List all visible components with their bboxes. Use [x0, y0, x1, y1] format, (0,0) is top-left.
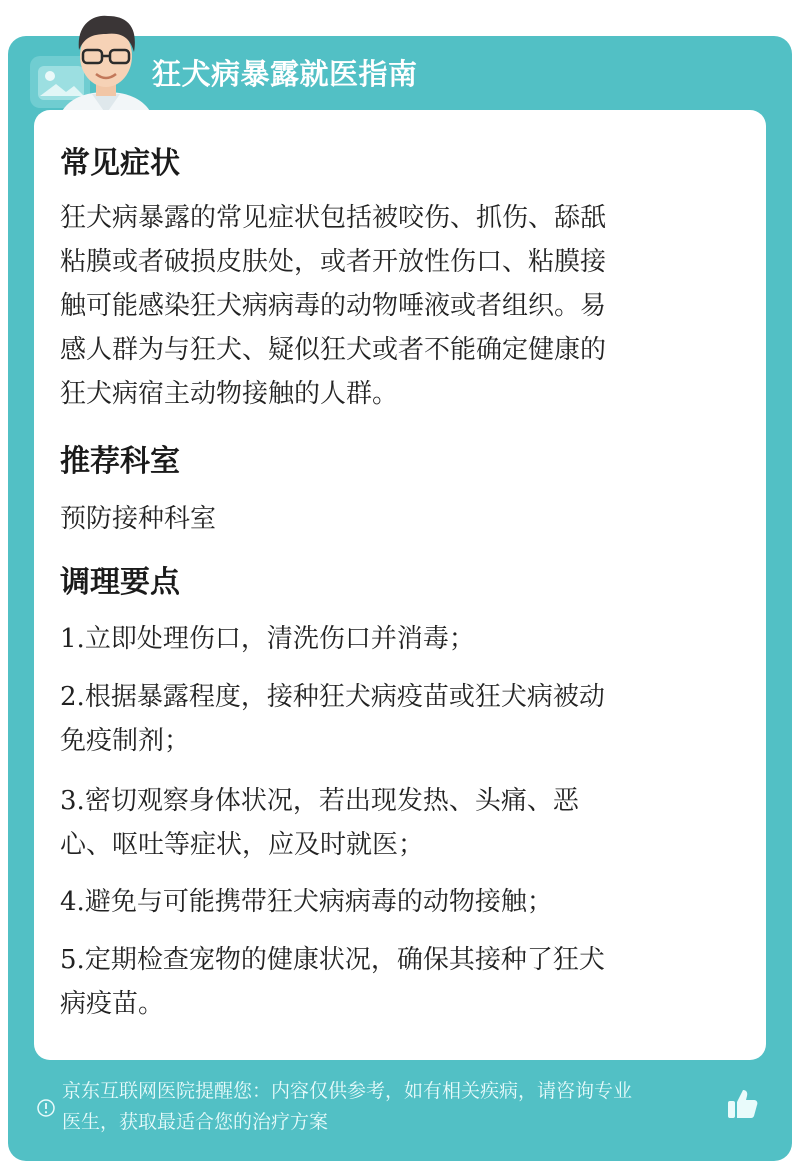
symptoms-line: 狂犬病暴露的常见症状包括被咬伤、抓伤、舔舐	[60, 203, 607, 233]
symptoms-line: 粘膜或者破损皮肤处，或者开放性伤口、粘膜接	[60, 247, 607, 277]
care-item: 1.立即处理伤口，清洗伤口并消毒；	[60, 624, 475, 654]
section-title-department: 推荐科室	[60, 444, 180, 479]
guide-card	[8, 36, 792, 1161]
section-title-symptoms: 常见症状	[60, 146, 180, 181]
care-item: 5.定期检查宠物的健康状况，确保其接种了狂犬 病疫苗。	[60, 945, 605, 1019]
care-item: 4.避免与可能携带狂犬病病毒的动物接触；	[60, 887, 553, 917]
care-item: 3.密切观察身体状况，若出现发热、头痛、恶 心、呕吐等症状，应及时就医；	[60, 786, 579, 860]
page-title: 狂犬病暴露就医指南	[152, 57, 418, 91]
disclaimer	[62, 1076, 732, 1138]
care-item: 2.根据暴露程度，接种狂犬病疫苗或狂犬病被动 免疫制剂；	[60, 682, 605, 756]
disclaimer-line: 京东互联网医院提醒您：内容仅供参考，如有相关疾病，请咨询专业	[62, 1080, 633, 1102]
symptoms-text	[60, 196, 725, 416]
disclaimer-line: 医生，获取最适合您的治疗方案	[62, 1111, 329, 1133]
symptoms-line: 触可能感染狂犬病病毒的动物唾液或者组织。易	[60, 291, 607, 321]
section-title-care: 调理要点	[60, 565, 180, 600]
thumbs-up-icon[interactable]	[724, 1086, 760, 1122]
symptoms-line: 狂犬病宿主动物接触的人群。	[60, 379, 399, 409]
content-panel	[34, 110, 766, 1060]
symptoms-line: 感人群为与狂犬、疑似狂犬或者不能确定健康的	[60, 335, 607, 365]
department-text: 预防接种科室	[60, 504, 217, 534]
info-icon	[36, 1098, 56, 1118]
